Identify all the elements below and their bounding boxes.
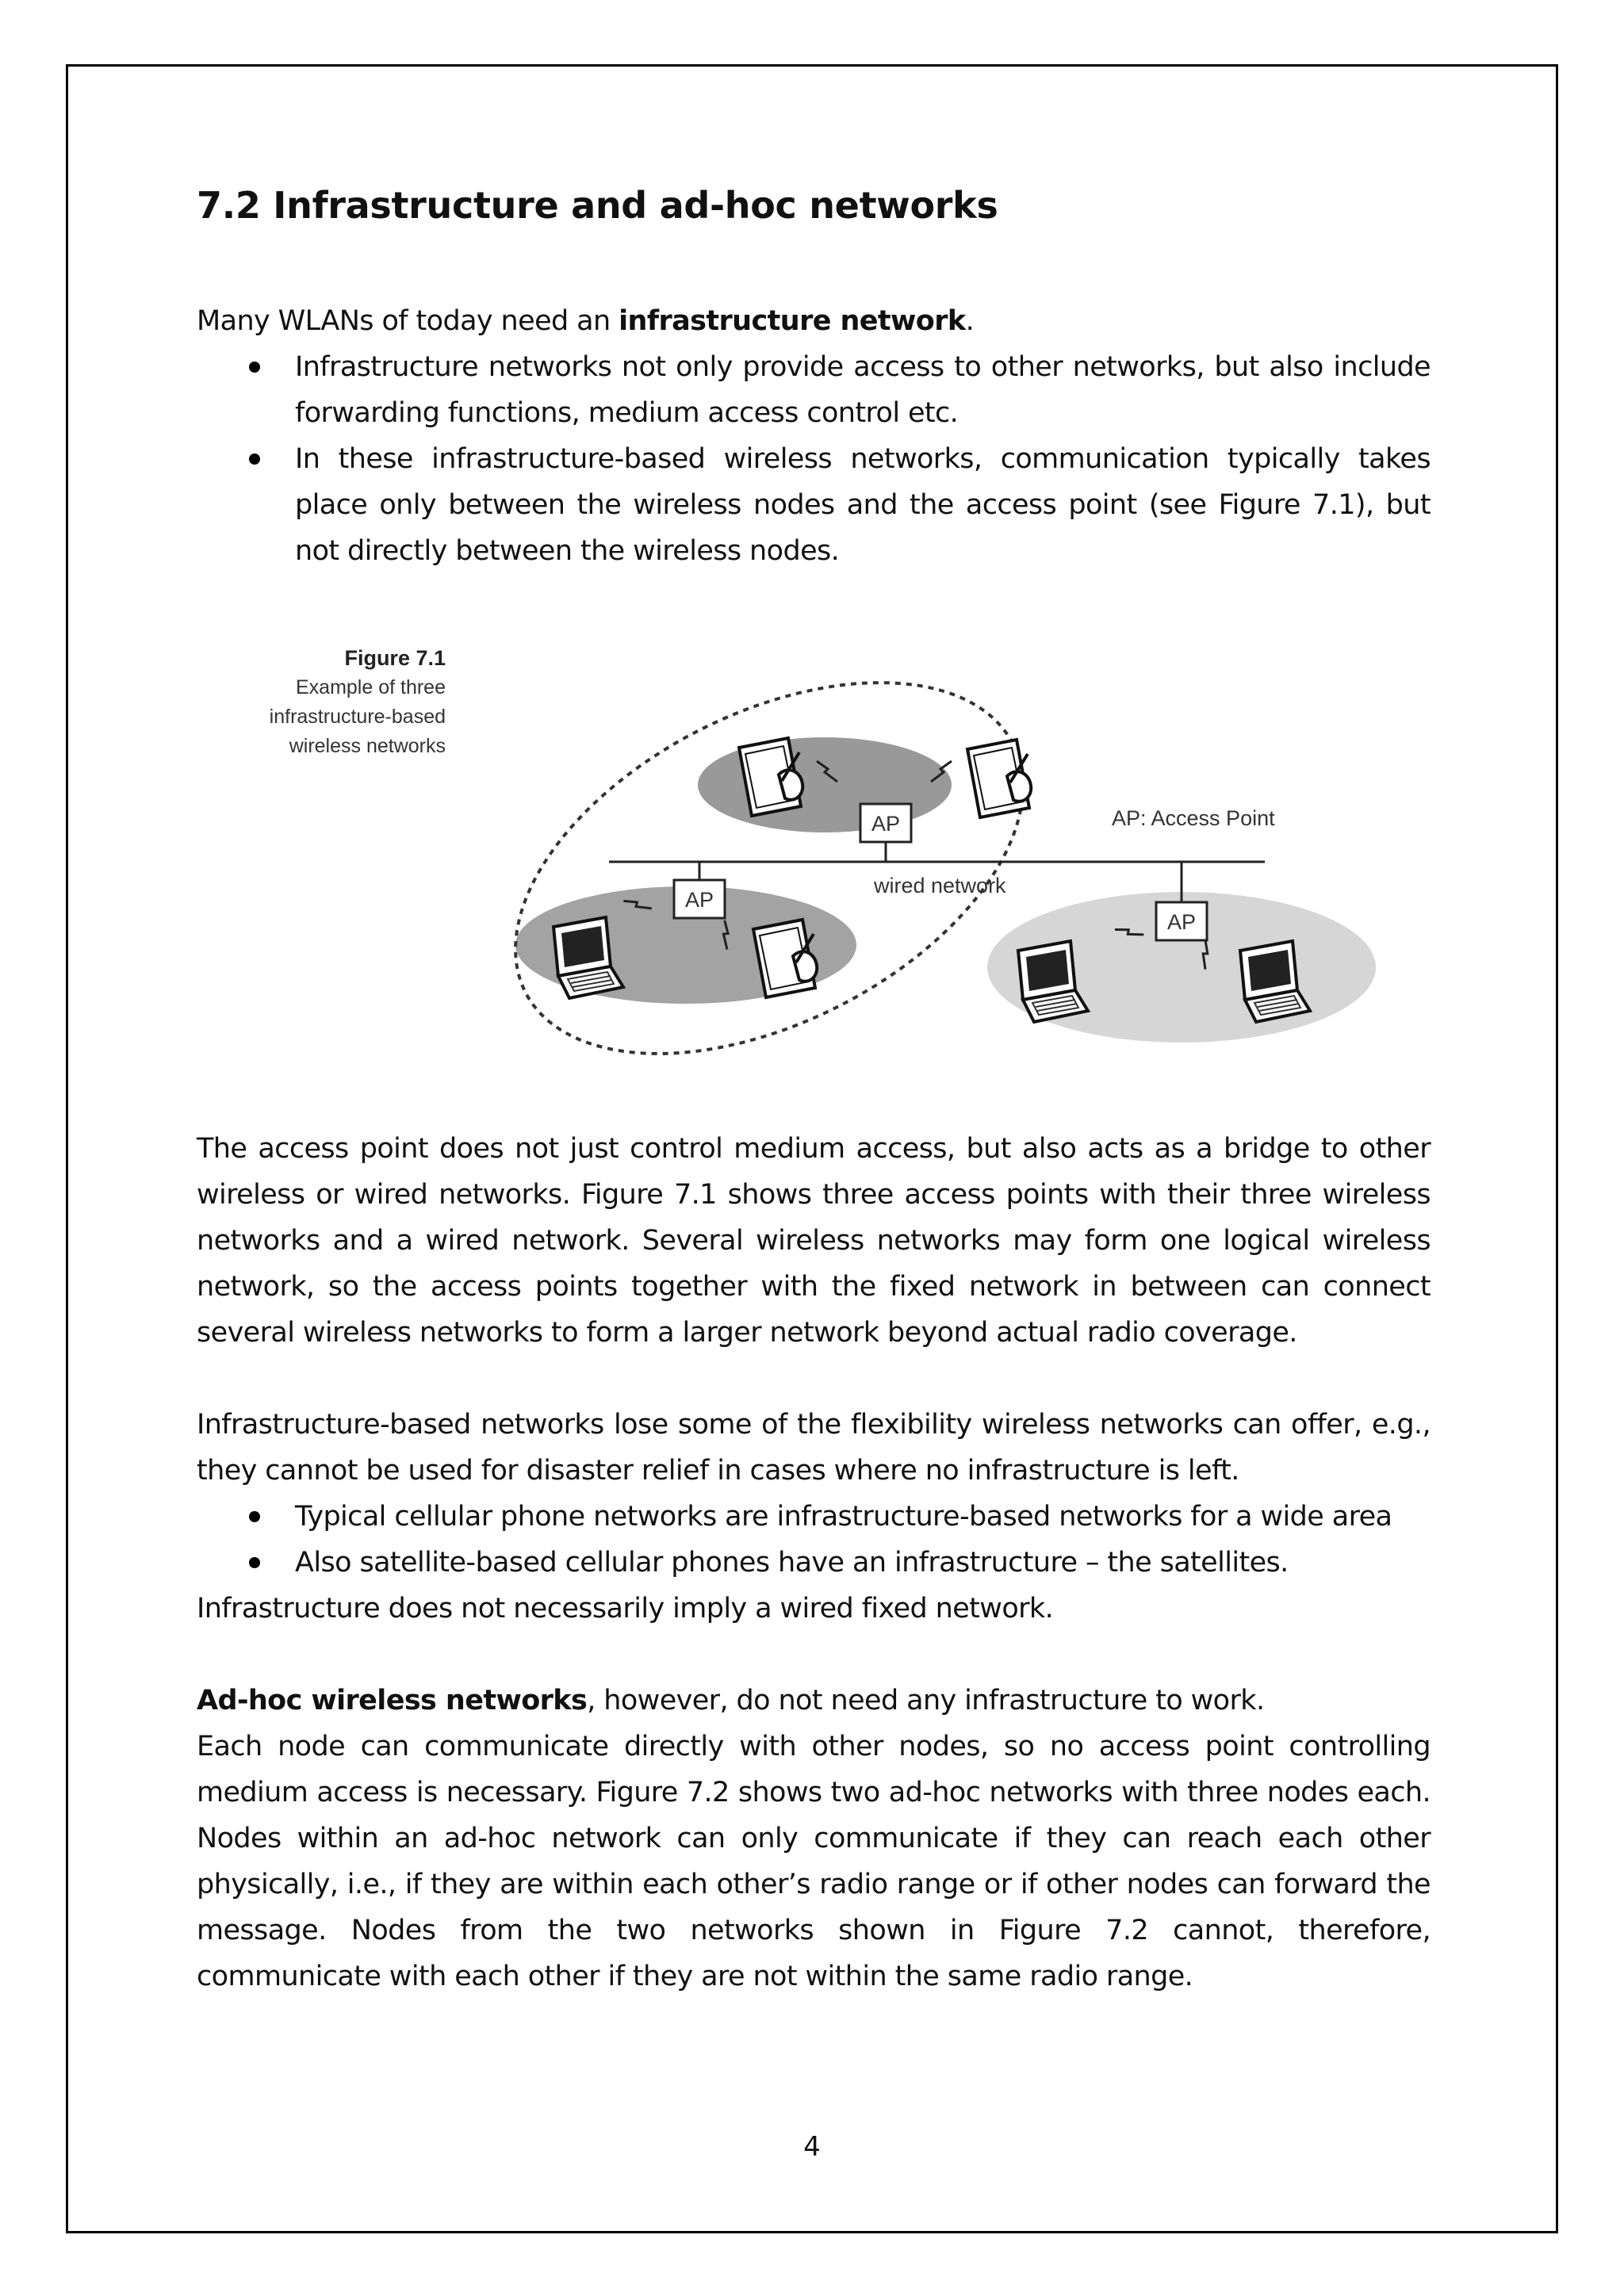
section-heading: 7.2 Infrastructure and ad-hoc networks [197, 184, 998, 227]
network-cell [698, 737, 952, 832]
bullet-icon [249, 453, 260, 465]
adhoc-intro: Ad-hoc wireless networks, however, do not need any infrastructure to work. [197, 1685, 1265, 1716]
tablet-icon [967, 740, 1031, 817]
bullet-icon [249, 1557, 260, 1568]
figure-caption-line: wireless networks [289, 735, 446, 757]
access-point [1156, 902, 1207, 940]
paragraph-bridge: The access point does not just control medium access, but also acts as a bridge to other wireless or wired networks. Figure 7.1 shows three access points with their three wireless networks and a wired network. Several wireless networks may form one logical wireless network, so the access points together with the fixed network in between can connect several wireless networks to form a larger network beyond actual radio coverage. [197, 1133, 1431, 1349]
access-point [860, 804, 911, 842]
wired-network-label: wired network [874, 874, 1006, 897]
paragraph-adhoc: Each node can communicate directly with other nodes, so no access point controlling medium access is necessary. Figure 7.2 shows two ad-hoc networks with three nodes each. Nodes within an ad-hoc network can only communicate if they can reach each other physically, i.e., if they are within each other’s radio range or if other nodes can forward the message. Nodes from the two networks shown in Figure 7.2 cannot, therefore, communicate with each other if they are not within the same radio range. [197, 1731, 1431, 1992]
paragraph-flexibility: Infrastructure-based networks lose some of the flexibility wireless networks can offer, e.g., they cannot be used for disaster relief in cases where no infrastructure is left. [197, 1409, 1431, 1487]
list-item: In these infrastructure-based wireless networks, communication typically takes place only between the wireless nodes and the access point (see Figure 7.1), but not directly between the wireless nodes. [197, 436, 1431, 574]
network-diagram [238, 634, 1396, 1078]
access-point [674, 880, 725, 918]
bullet-list-1 [197, 344, 1431, 574]
intro-bold: infrastructure network [619, 305, 966, 337]
intro-block [197, 298, 1431, 574]
list-item: Also satellite-based cellular phones have an infrastructure – the satellites. [197, 1540, 1431, 1586]
list-item: Infrastructure networks not only provide access to other networks, but also include forwarding functions, medium access control etc. [197, 344, 1431, 436]
figure-caption-line: infrastructure-based [269, 706, 446, 728]
svg-text:AP: AP [871, 812, 901, 836]
bullet-list-2 [197, 1494, 1431, 1586]
paragraph-wired: Infrastructure does not necessarily imply a wired fixed network. [197, 1593, 1054, 1624]
logical-network-outline [455, 634, 1083, 1078]
svg-text:AP: AP [684, 888, 714, 912]
bullet-icon [249, 1511, 260, 1522]
intro-line: Many WLANs of today need an infrastructure network. [197, 305, 975, 337]
body-block [197, 1126, 1431, 1999]
figure-title: Figure 7.1 [344, 646, 446, 670]
legend-label: AP: Access Point [1112, 806, 1275, 830]
adhoc-bold: Ad-hoc wireless networks [197, 1685, 588, 1716]
page-number: 4 [803, 2131, 821, 2163]
svg-text:AP: AP [1166, 910, 1197, 934]
figure-caption-line: Example of three [296, 676, 446, 698]
list-item: Typical cellular phone networks are infrastructure-based networks for a wide area [197, 1494, 1431, 1540]
bullet-icon [249, 362, 260, 373]
